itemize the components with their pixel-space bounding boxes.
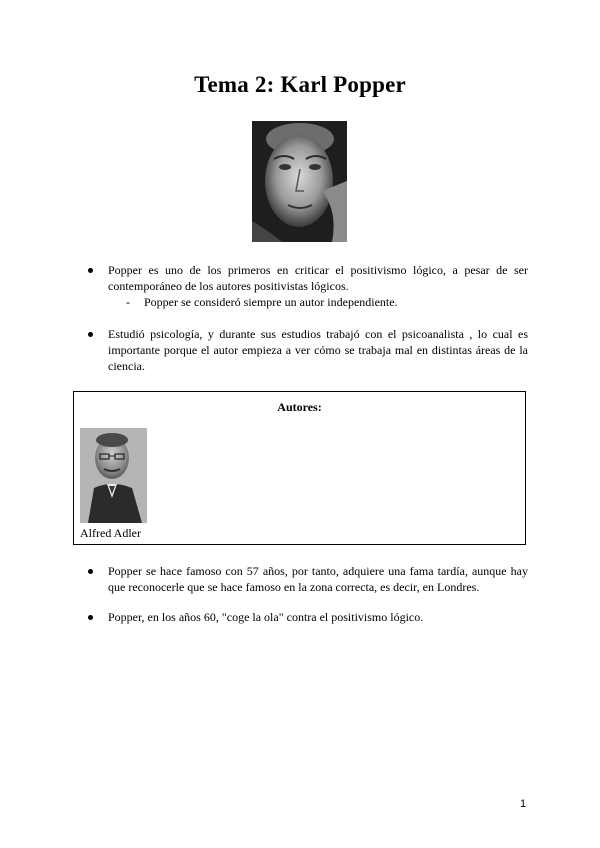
dash-icon: - <box>126 295 130 309</box>
list-item <box>88 563 528 595</box>
bullet-icon <box>88 268 93 273</box>
adler-caption: Alfred Adler <box>80 526 141 540</box>
karl-popper-portrait <box>252 121 347 242</box>
list-item <box>88 609 528 625</box>
authors-heading: Autores: <box>277 400 322 414</box>
alfred-adler-photo <box>80 428 147 523</box>
bullet-text: Popper es uno de los primeros en criticar el positivismo lógico, a pesar de ser contemporáneo de los autores positivistas lógicos. <box>108 263 528 293</box>
bullet-text: Popper se hace famoso con 57 años, por tanto, adquiere una fama tardía, aunque hay que reconocerle que se hace famoso en la zona correcta, es decir, en Londres. <box>108 564 528 594</box>
later-bullet-list <box>88 563 528 625</box>
portrait-image <box>252 121 347 242</box>
sub-item-text: Popper se consideró siempre un autor independiente. <box>144 295 398 309</box>
authors-box <box>73 391 526 545</box>
sub-list-item <box>88 294 528 310</box>
list-item <box>88 262 528 294</box>
adler-image <box>80 428 147 523</box>
page-title: Tema 2: Karl Popper <box>194 72 406 97</box>
bullet-icon <box>88 615 93 620</box>
page-number: 1 <box>520 798 527 810</box>
bullet-icon <box>88 332 93 337</box>
list-item <box>88 326 528 374</box>
bullet-text: Estudió psicología, y durante sus estudios trabajó con el psicoanalista , lo cual es importante porque el autor empieza a ver cómo se trabaja mal en distintas áreas de la ciencia. <box>108 327 528 373</box>
intro-bullet-list <box>88 262 528 374</box>
bullet-text: Popper, en los años 60, "coge la ola" contra el positivismo lógico. <box>108 610 424 624</box>
bullet-icon <box>88 569 93 574</box>
